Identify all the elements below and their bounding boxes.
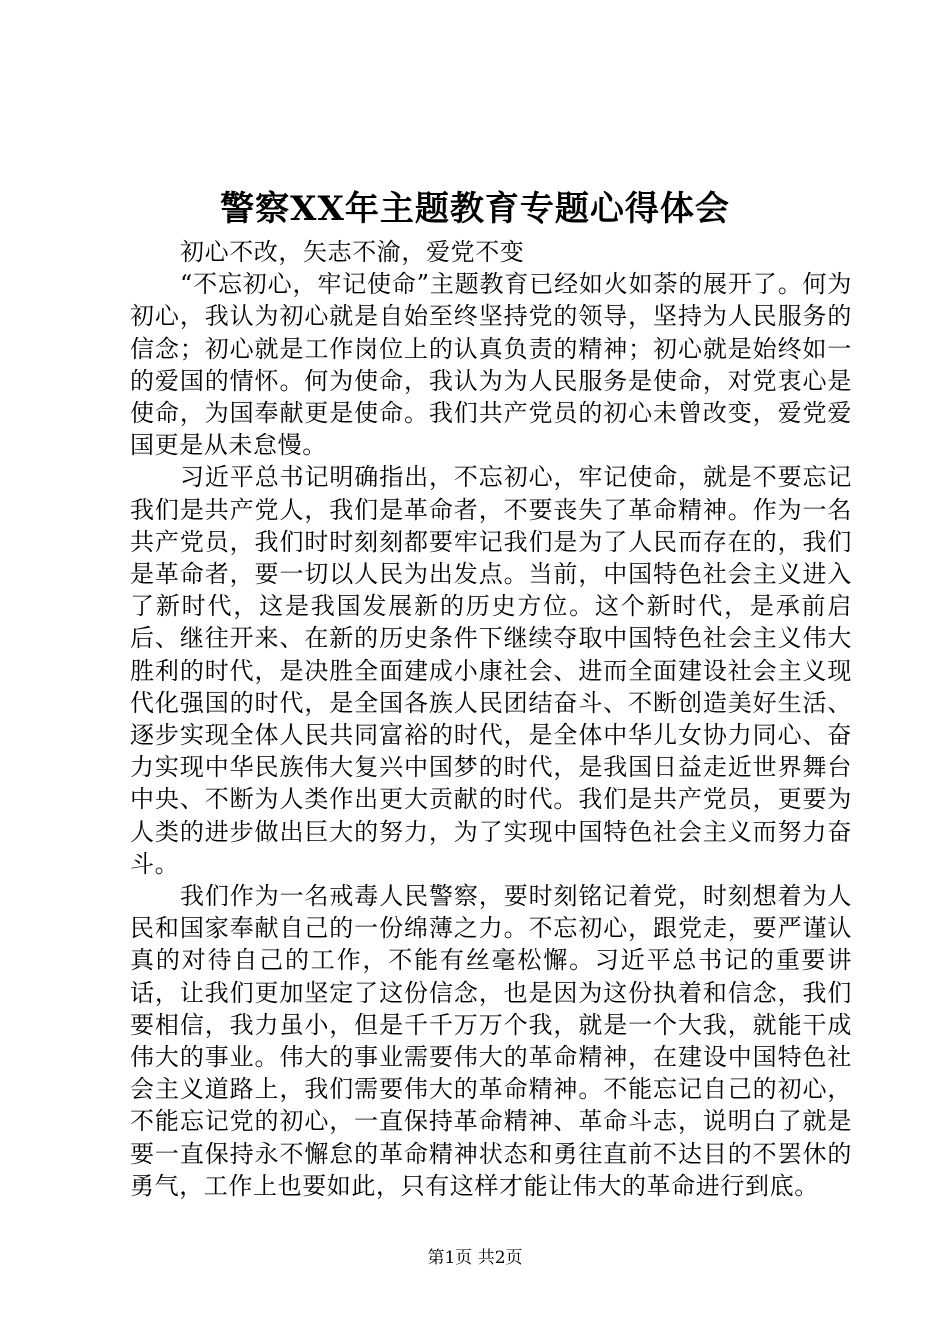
document-body [130, 236, 852, 1202]
paragraph-1: “不忘初心，牢记使命”主题教育已经如火如荼的展开了。何为初心，我认为初心就是自始至终坚持党的领导，坚持为人民服务的信念；初心就是工作岗位上的认真负责的精神；初心就是始终如一的爱国的情怀。何为使命，我认为为人民服务是使命，对党衷心是使命，为国奉献更是使命。我们共产党员的初心未曾改变，爱党爱国更是从未怠慢。 [130, 270, 852, 460]
paragraph-2: 习近平总书记明确指出，不忘初心，牢记使命，就是不要忘记我们是共产党人，我们是革命者，不要丧失了革命精神。作为一名共产党员，我们时时刻刻都要牢记我们是为了人民而存在的，我们是革命者，要一切以人民为出发点。当前，中国特色社会主义进入了新时代，这是我国发展新的历史方位。这个新时代，是承前启后、继往开来、在新的历史条件下继续夺取中国特色社会主义伟大胜利的时代，是决胜全面建成小康社会、进而全面建设社会主义现代化强国的时代，是全国各族人民团结奋斗、不断创造美好生活、逐步实现全体人民共同富裕的时代，是全体中华儿女协力同心、奋力实现中华民族伟大复兴中国梦的时代，是我国日益走近世界舞台中央、不断为人类作出更大贡献的时代。我们是共产党员，更要为人类的进步做出巨大的努力，为了实现中国特色社会主义而努力奋斗。 [130, 463, 852, 878]
document-subtitle: 初心不改，矢志不渝，爱党不变 [180, 238, 525, 266]
document-title: 警察XX年主题教育专题心得体会 [220, 189, 730, 229]
paragraph-3: 我们作为一名戒毒人民警察，要时刻铭记着党，时刻想着为人民和国家奉献自己的一份绵薄之力。不忘初心，跟党走，要严谨认真的对待自己的工作，不能有丝毫松懈。习近平总书记的重要讲话，让我们更加坚定了这份信念，也是因为这份执着和信念，我们要相信，我力虽小，但是千千万万个我，就是一个大我，就能干成伟大的事业。伟大的事业需要伟大的革命精神，在建设中国特色社会主义道路上，我们需要伟大的革命精神。不能忘记自己的初心，不能忘记党的初心，一直保持革命精神、革命斗志，说明白了就是要一直保持永不懈怠的革命精神状态和勇往直前不达目的不罢休的勇气，工作上也要如此，只有这样才能让伟大的革命进行到底。 [130, 882, 852, 1200]
page-number-footer: 第1页 共2页 [427, 1248, 523, 1268]
